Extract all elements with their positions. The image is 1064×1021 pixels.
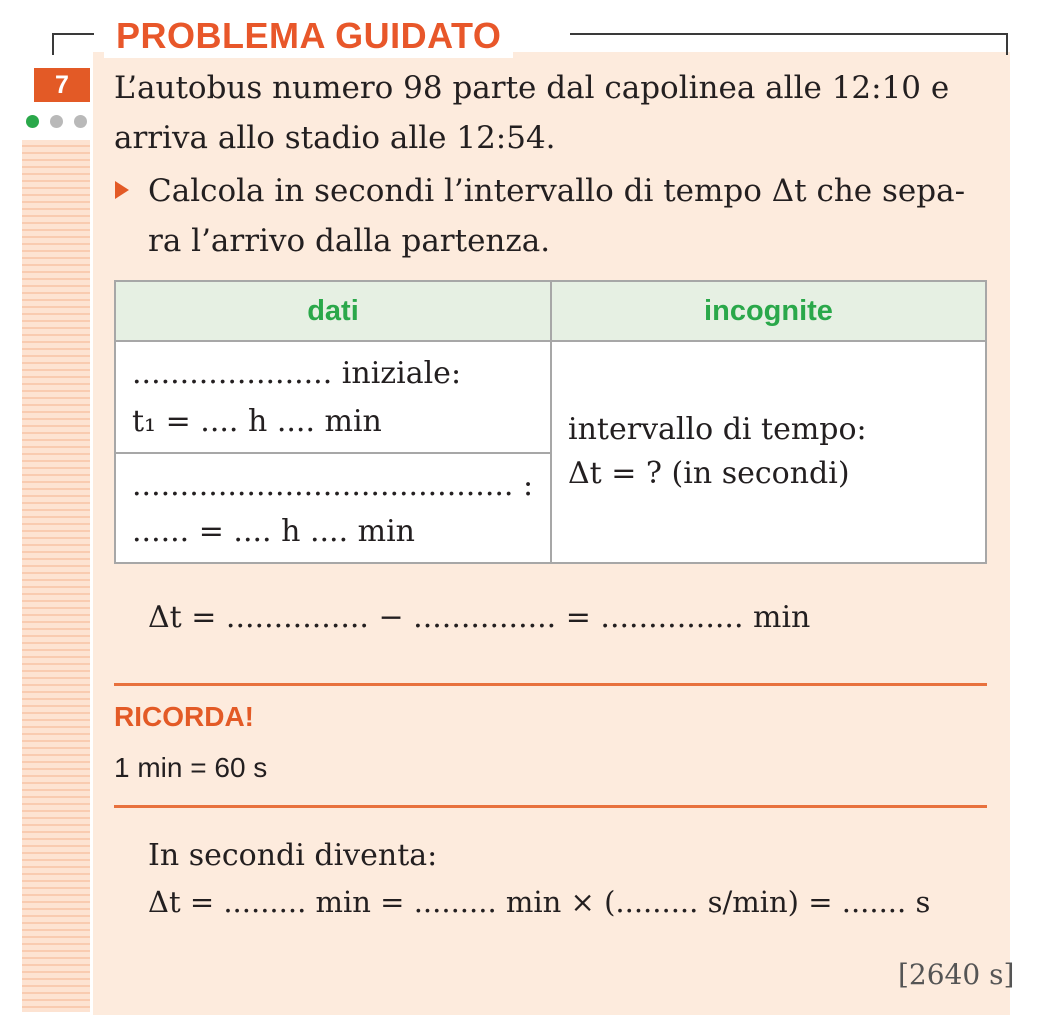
dati-row1-line2: t₁ = .... h .... min	[132, 404, 382, 439]
dati-row1	[115, 341, 551, 453]
formula-delta-t: Δt = ............... − ............... = ............... min	[148, 600, 811, 635]
frame-top-left	[52, 33, 94, 35]
incognite-cell	[551, 341, 986, 563]
dati-row2-line2: ...... = .... h .... min	[132, 514, 416, 549]
problem-text-line1: L’autobus numero 98 parte dal capolinea alle 12:10 e	[114, 70, 950, 106]
dati-row2	[115, 453, 551, 563]
exercise-number-badge: 7	[34, 68, 90, 102]
difficulty-dot-2	[50, 115, 63, 128]
header-dati: dati	[115, 281, 551, 341]
ricorda-text: 1 min = 60 s	[114, 752, 268, 783]
frame-top-right	[570, 33, 1008, 35]
frame-right-tick	[1006, 33, 1008, 55]
task-text-line1: Calcola in secondi l’intervallo di tempo Δt che sepa-	[148, 173, 966, 209]
difficulty-dot-1	[26, 115, 39, 128]
problem-text-line2: arriva allo stadio alle 12:54.	[114, 120, 556, 156]
dati-row2-line1: ........................................ :	[132, 468, 534, 503]
conversion-formula: Δt = ......... min = ......... min × (......... s/min) = ....... s	[148, 885, 931, 919]
conversion-intro: In secondi diventa:	[148, 838, 438, 873]
incognite-line2: Δt = ? (in secondi)	[568, 456, 850, 491]
dati-row1-line1: ..................... iniziale:	[132, 356, 462, 391]
page-title: PROBLEMA GUIDATO	[104, 14, 513, 58]
triangle-bullet-icon	[115, 181, 129, 199]
divider-top	[114, 683, 987, 686]
ricorda-title: RICORDA!	[114, 701, 254, 732]
side-stripes	[22, 140, 90, 1012]
data-table	[114, 280, 987, 564]
divider-bottom	[114, 805, 987, 808]
difficulty-dot-3	[74, 115, 87, 128]
header-incognite: incognite	[551, 281, 986, 341]
task-text-line2: ra l’arrivo dalla partenza.	[148, 223, 551, 259]
answer-label: [2640 s]	[898, 958, 1015, 991]
frame-left-tick	[52, 33, 54, 55]
incognite-line1: intervallo di tempo:	[568, 412, 867, 447]
